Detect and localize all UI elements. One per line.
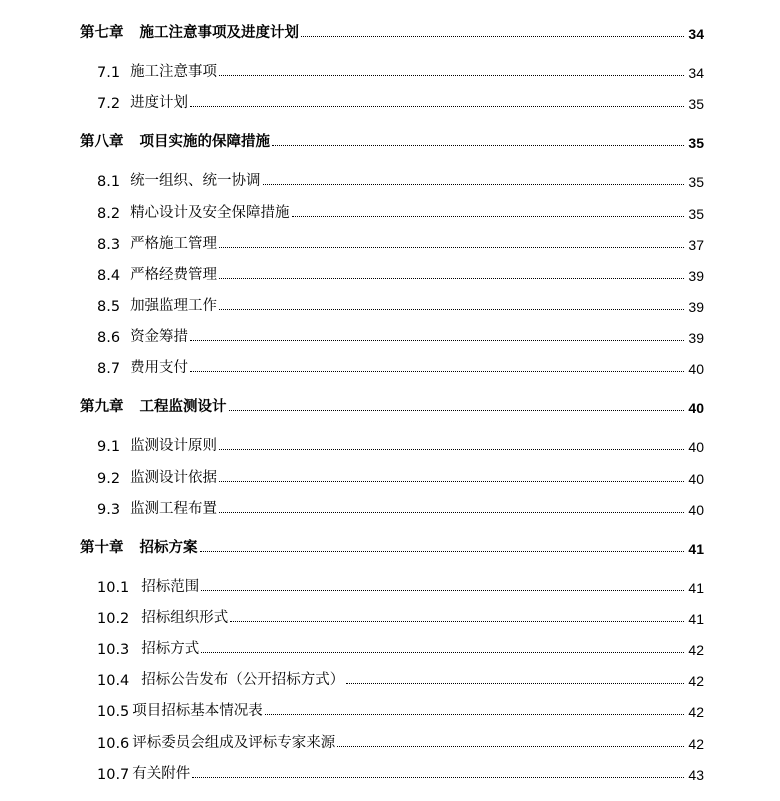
toc-entry-title: 项目实施的保障措施 <box>139 134 270 150</box>
toc-entry-number: 8.3 <box>97 237 121 253</box>
dot-leader <box>200 550 685 552</box>
toc-entry-title: 严格经费管理 <box>130 267 218 283</box>
toc-section-7-1[interactable] <box>97 59 704 81</box>
dot-leader <box>346 682 684 684</box>
toc-entry-number: 8.7 <box>97 361 121 377</box>
dot-leader <box>272 144 684 146</box>
dot-leader <box>192 776 684 778</box>
toc-entry-number: 第八章 <box>80 134 124 150</box>
dot-leader <box>229 409 685 411</box>
toc-entry-page: 41 <box>688 611 704 627</box>
toc-entry-number: 7.2 <box>97 96 121 112</box>
toc-entry-title: 统一组织、统一协调 <box>130 173 261 189</box>
toc-entry-page: 39 <box>688 299 704 315</box>
toc-section-8-3[interactable] <box>97 231 704 253</box>
dot-leader <box>219 74 684 76</box>
dot-leader <box>301 35 684 37</box>
dot-leader <box>201 651 684 653</box>
toc-entry-title: 加强监理工作 <box>130 298 218 314</box>
toc-chapter-9[interactable] <box>80 394 704 416</box>
toc-entry-title: 招标范围 <box>141 579 200 595</box>
toc-entry-number: 第九章 <box>80 399 124 415</box>
toc-entry-page: 42 <box>688 704 704 720</box>
toc-entry-number: 第七章 <box>80 25 124 41</box>
toc-section-10-6[interactable] <box>97 730 704 752</box>
toc-entry-number: 10.4 <box>97 673 130 689</box>
toc-entry-page: 40 <box>688 400 704 416</box>
toc-section-8-2[interactable] <box>97 200 704 222</box>
toc-entry-page: 35 <box>688 135 704 151</box>
dot-leader <box>190 339 684 341</box>
toc-entry-page: 40 <box>688 439 704 455</box>
toc-entry-title: 有关附件 <box>132 766 191 782</box>
toc-entry-number: 10.6 <box>97 736 130 752</box>
dot-leader <box>219 277 684 279</box>
toc-entry-number: 8.2 <box>97 206 121 222</box>
toc-chapter-8[interactable] <box>80 129 704 151</box>
toc-entry-number: 7.1 <box>97 65 121 81</box>
toc-section-10-2[interactable] <box>97 605 704 627</box>
toc-section-10-1[interactable] <box>97 574 704 596</box>
dot-leader <box>292 215 684 217</box>
toc-entry-page: 40 <box>688 361 704 377</box>
toc-entry-page: 40 <box>688 471 704 487</box>
toc-chapter-10[interactable] <box>80 535 704 557</box>
toc-entry-number: 第十章 <box>80 540 124 556</box>
toc-section-9-2[interactable] <box>97 465 704 487</box>
toc-entry-page: 34 <box>688 65 704 81</box>
toc-entry-title: 严格施工管理 <box>130 236 218 252</box>
dot-leader <box>201 589 684 591</box>
toc-entry-page: 39 <box>688 330 704 346</box>
toc-entry-number: 9.2 <box>97 471 121 487</box>
toc-entry-page: 34 <box>688 26 704 42</box>
toc-entry-number: 8.4 <box>97 268 121 284</box>
toc-section-10-4[interactable] <box>97 667 704 689</box>
toc-section-8-6[interactable] <box>97 324 704 346</box>
toc-entry-title: 招标公告发布（公开招标方式） <box>141 672 345 688</box>
toc-section-10-7[interactable] <box>97 761 704 783</box>
dot-leader <box>337 745 684 747</box>
toc-entry-title: 评标委员会组成及评标专家来源 <box>132 735 336 751</box>
toc-entry-title: 进度计划 <box>130 95 189 111</box>
toc-entry-page: 42 <box>688 642 704 658</box>
toc-entry-number: 8.6 <box>97 330 121 346</box>
toc-entry-page: 43 <box>688 767 704 783</box>
toc-section-10-3[interactable] <box>97 636 704 658</box>
toc-entry-page: 41 <box>688 541 704 557</box>
toc-section-9-1[interactable] <box>97 433 704 455</box>
toc-entry-number: 10.1 <box>97 580 130 596</box>
toc-entry-page: 35 <box>688 174 704 190</box>
dot-leader <box>219 246 684 248</box>
toc-entry-title: 招标方式 <box>141 641 200 657</box>
toc-entry-title: 施工注意事项 <box>130 64 218 80</box>
toc-section-8-7[interactable] <box>97 355 704 377</box>
toc-section-8-1[interactable] <box>97 168 704 190</box>
toc-entry-page: 40 <box>688 502 704 518</box>
toc-entry-title: 监测设计依据 <box>130 470 218 486</box>
toc-entry-number: 10.7 <box>97 767 130 783</box>
toc-entry-title: 精心设计及安全保障措施 <box>130 205 290 221</box>
dot-leader <box>219 308 684 310</box>
toc-entry-number: 8.5 <box>97 299 121 315</box>
dot-leader <box>190 105 684 107</box>
toc-entry-title: 资金筹措 <box>130 329 189 345</box>
toc-entry-number: 10.2 <box>97 611 130 627</box>
toc-entry-page: 41 <box>688 580 704 596</box>
toc-section-7-2[interactable] <box>97 90 704 112</box>
dot-leader <box>219 511 684 513</box>
toc-entry-title: 监测工程布置 <box>130 501 218 517</box>
toc-entry-number: 9.1 <box>97 439 121 455</box>
toc-entry-title: 招标组织形式 <box>141 610 229 626</box>
toc-section-10-5[interactable] <box>97 698 704 720</box>
toc-section-9-3[interactable] <box>97 496 704 518</box>
toc-entry-number: 9.3 <box>97 502 121 518</box>
dot-leader <box>230 620 684 622</box>
dot-leader <box>219 448 684 450</box>
dot-leader <box>263 183 684 185</box>
dot-leader <box>219 480 684 482</box>
toc-entry-title: 施工注意事项及进度计划 <box>139 25 299 41</box>
toc-section-8-4[interactable] <box>97 262 704 284</box>
toc-entry-page: 37 <box>688 237 704 253</box>
toc-entry-number: 10.5 <box>97 704 130 720</box>
toc-entry-title: 项目招标基本情况表 <box>132 703 263 719</box>
toc-section-8-5[interactable] <box>97 293 704 315</box>
toc-entry-page: 42 <box>688 673 704 689</box>
toc-entry-page: 42 <box>688 736 704 752</box>
toc-entry-page: 39 <box>688 268 704 284</box>
toc-entry-title: 监测设计原则 <box>130 438 218 454</box>
dot-leader <box>265 713 684 715</box>
toc-entry-page: 35 <box>688 206 704 222</box>
toc-entry-number: 10.3 <box>97 642 130 658</box>
toc-chapter-7[interactable] <box>80 20 704 42</box>
toc-entry-title: 招标方案 <box>139 540 198 556</box>
toc-entry-title: 工程监测设计 <box>139 399 227 415</box>
dot-leader <box>190 370 684 372</box>
toc-entry-page: 35 <box>688 96 704 112</box>
toc-entry-number: 8.1 <box>97 174 121 190</box>
toc-entry-title: 费用支付 <box>130 360 189 376</box>
